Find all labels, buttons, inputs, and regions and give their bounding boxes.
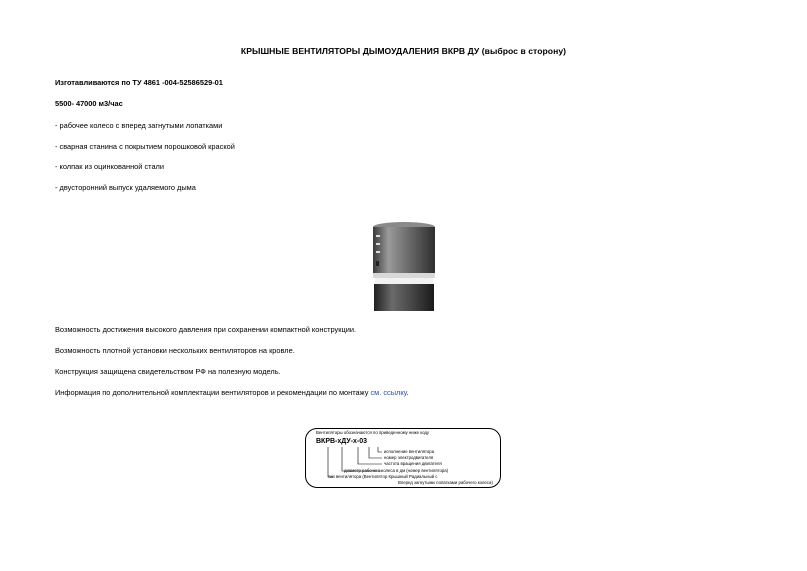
diagram-line: исполнение вентилятора	[384, 449, 435, 454]
feature-item: - сварная станина с покрытием порошковой краской	[55, 142, 235, 151]
fan-product-image	[364, 221, 444, 313]
designation-code: ВКРВ-хДУ-х-03	[316, 438, 368, 445]
manufactured-spec: Изготавливаются по ТУ 4861 -004-52586529-01	[55, 78, 223, 87]
info-line	[55, 388, 409, 397]
diagram-line: Вперед загнутыми лопатками рабочего колеса)	[398, 480, 493, 485]
feature-item: - колпак из оцинкованной стали	[55, 162, 164, 171]
feature-item: - рабочее колесо с вперед загнутыми лопатками	[55, 121, 223, 130]
capacity-spec: 5500- 47000 м3/час	[55, 99, 123, 108]
note-item: Конструкция защищена свидетельством РФ на полезную модель.	[55, 367, 281, 376]
diagram-header: Вентиляторы обозначаются по приведенному ниже коду	[316, 430, 430, 435]
page-title: КРЫШНЫЕ ВЕНТИЛЯТОРЫ ДЫМОУДАЛЕНИЯ ВКРВ ДУ (выброс в сторону)	[240, 46, 567, 56]
diagram-line: тип вентилятора (Вентилятор Крышный Радиальный с	[328, 474, 438, 479]
info-text: Информация по дополнительной комплектации вентиляторов и рекомендации по монтажу	[55, 388, 371, 397]
diagram-line: диаметр рабочего колеса в дм (номер вентилятора)	[344, 468, 449, 473]
diagram-line: номер электродвигателя	[384, 455, 434, 460]
note-item: Возможность достижения высокого давления при сохранении компактной конструкции.	[55, 325, 357, 334]
feature-item: - двусторонний выпуск удаляемого дыма	[55, 183, 196, 192]
designation-diagram	[305, 428, 501, 488]
diagram-line: частота вращения двигателя	[384, 461, 442, 466]
note-item: Возможность плотной установки нескольких вентиляторов на кровле.	[55, 346, 295, 355]
info-end: .	[406, 388, 409, 397]
info-link[interactable]: см. ссылку	[370, 388, 407, 397]
